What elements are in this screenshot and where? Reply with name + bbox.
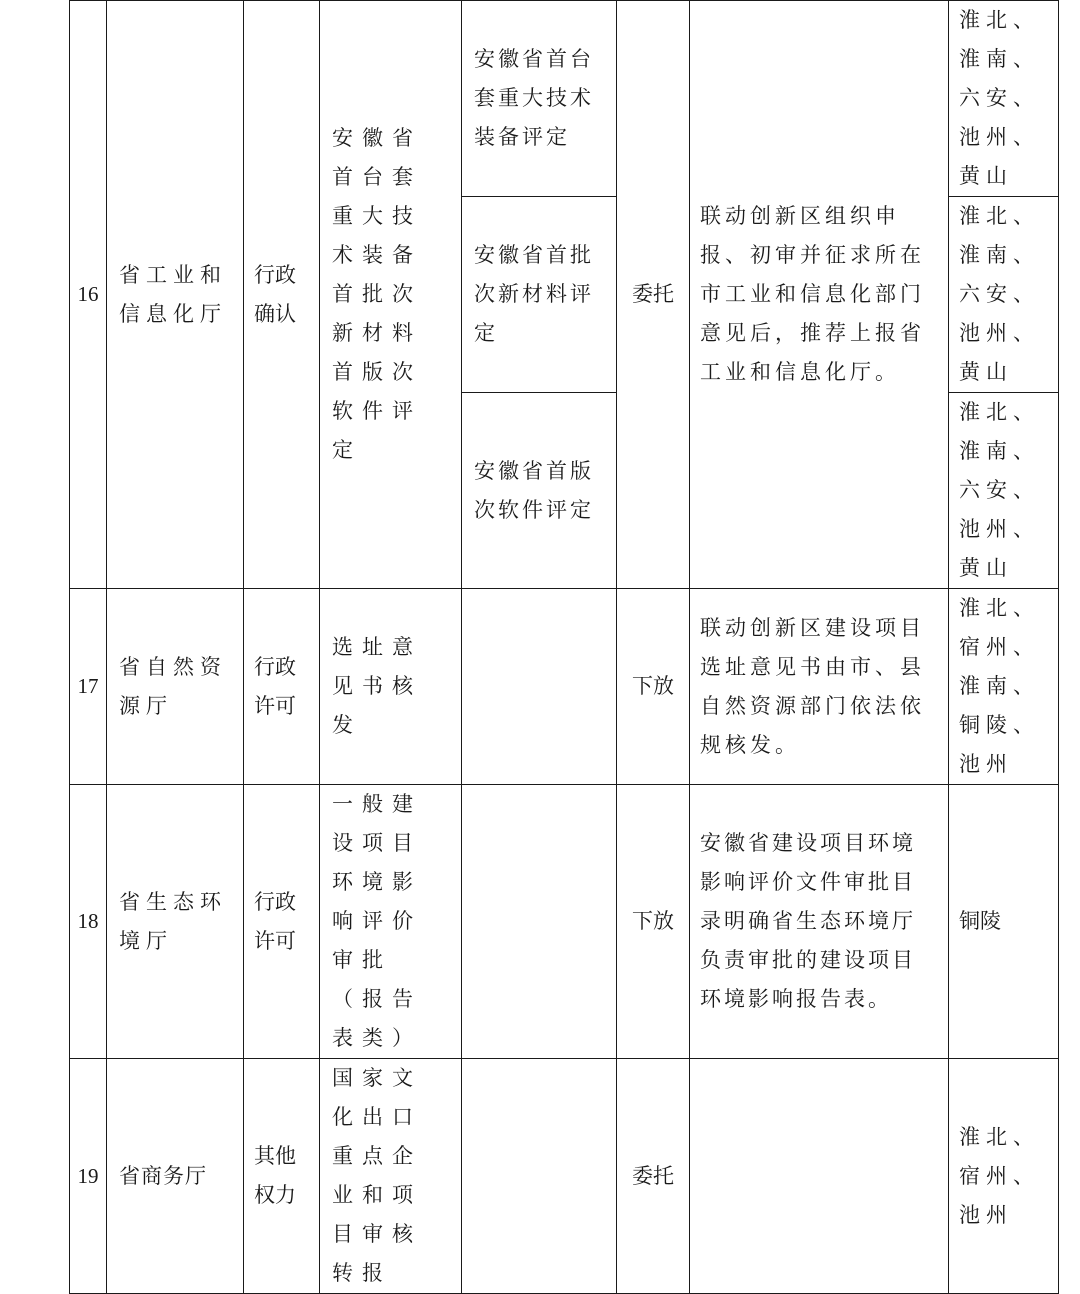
item-name-cell	[320, 1059, 462, 1294]
mode-label: 下放	[632, 909, 674, 933]
subitem-cell	[462, 785, 617, 1059]
department-cell	[107, 589, 244, 785]
mode-label: 委托	[632, 282, 674, 306]
power-type: 其他权力	[254, 1144, 296, 1207]
subitem-cell	[462, 1059, 617, 1294]
description-text: 联动创新区组织申报、初审并征求所在市工业和信息化部门意见后，推荐上报省工业和信息化厅。	[700, 204, 925, 384]
department-name: 省自然资源厅	[119, 654, 227, 718]
department-cell	[107, 1, 244, 589]
description-cell	[690, 785, 949, 1059]
item-name-cell	[320, 589, 462, 785]
row-number: 18	[70, 785, 107, 1059]
mode-cell	[617, 785, 690, 1059]
department-name: 省商务厅	[119, 1163, 207, 1188]
subitem-name: 安徽省首台套重大技术装备评定	[474, 47, 594, 149]
power-type: 行政确认	[254, 262, 296, 326]
subitem-cell	[462, 1, 617, 197]
department-name: 省工业和信息化厅	[119, 262, 227, 326]
subitem-cell	[462, 589, 617, 785]
description-cell	[690, 1, 949, 589]
department-name: 省生态环境厅	[119, 889, 227, 953]
table-row	[70, 589, 1059, 785]
description-cell	[690, 589, 949, 785]
item-name: 国家文化出口重点企业和项目审核转报	[332, 1066, 422, 1285]
item-name: 安徽省首台套重大技术装备首批次新材料首版次软件评定	[332, 126, 422, 462]
power-list-table	[69, 0, 1059, 1294]
mode-cell	[617, 1, 690, 589]
mode-label: 下放	[632, 674, 674, 698]
subitem-cell	[462, 197, 617, 393]
area-text: 淮北、宿州、池州	[959, 1124, 1040, 1227]
area-cell	[949, 393, 1059, 589]
description-text: 安徽省建设项目环境影响评价文件审批目录明确省生态环境厅负责审批的建设项目环境影响报告表。	[700, 831, 916, 1011]
table-row	[70, 1059, 1059, 1294]
description-cell	[690, 1059, 949, 1294]
area-cell	[949, 1, 1059, 197]
subitem-name: 安徽省首版次软件评定	[474, 458, 594, 522]
power-type: 行政许可	[254, 889, 296, 953]
power-type-cell	[244, 1059, 320, 1294]
item-name-cell	[320, 785, 462, 1059]
power-type-cell	[244, 785, 320, 1059]
power-type-cell	[244, 1, 320, 589]
description-text: 联动创新区建设项目选址意见书由市、县自然资源部门依法依规核发。	[700, 615, 925, 757]
power-type: 行政许可	[254, 654, 296, 718]
row-number: 17	[70, 589, 107, 785]
table-row	[70, 1, 1059, 197]
mode-cell	[617, 589, 690, 785]
item-name: 选址意见书核发	[332, 635, 422, 737]
area-cell	[949, 785, 1059, 1059]
area-text: 淮北、宿州、淮南、铜陵、池州	[959, 596, 1040, 776]
row-number: 16	[70, 1, 107, 589]
department-cell	[107, 1059, 244, 1294]
area-text: 淮北、淮南、六安、池州、黄山	[959, 8, 1040, 188]
subitem-name: 安徽省首批次新材料评定	[474, 243, 594, 345]
mode-cell	[617, 1059, 690, 1294]
item-name-cell	[320, 1, 462, 589]
subitem-cell	[462, 393, 617, 589]
area-cell	[949, 589, 1059, 785]
power-type-cell	[244, 589, 320, 785]
item-name: 一般建设项目环境影响评价审批（报告表类）	[332, 792, 422, 1050]
area-text: 淮北、淮南、六安、池州、黄山	[959, 204, 1040, 384]
area-cell	[949, 1059, 1059, 1294]
area-cell	[949, 197, 1059, 393]
table-row	[70, 785, 1059, 1059]
mode-label: 委托	[632, 1163, 674, 1188]
area-text: 铜陵	[959, 909, 1001, 933]
row-number: 19	[70, 1059, 107, 1294]
area-text: 淮北、淮南、六安、池州、黄山	[959, 400, 1040, 580]
department-cell	[107, 785, 244, 1059]
